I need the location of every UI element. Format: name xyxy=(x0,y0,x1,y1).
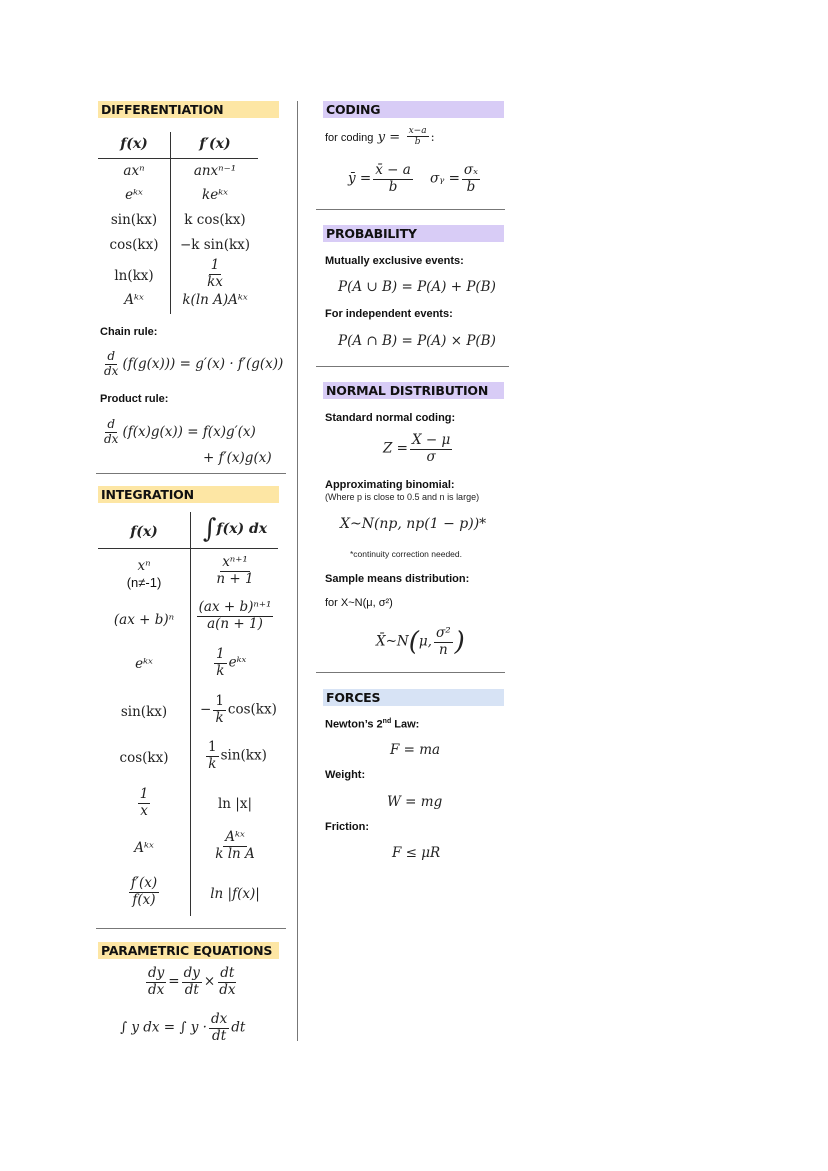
sample-means-formula: X̄~N(μ, $\frac{\text{σ²}}{n}$ ) xyxy=(376,625,465,658)
integration-table xyxy=(98,512,280,916)
integ-one-over-x: $\frac{1}{x}$ xyxy=(139,786,149,819)
diff-row-5-f: ln(kx) xyxy=(114,268,154,284)
product-rule-formula: $\frac{d}{dx}$ (f(x)g(x)) = f(x)g′(x) xyxy=(104,417,256,446)
normal-header: NORMAL DISTRIBUTION xyxy=(323,382,504,399)
sample-means-label: Sample means distribution: xyxy=(325,573,470,585)
diff-row-5-fp: $\frac{1}{kx}$ xyxy=(207,257,223,290)
standard-normal-label: Standard normal coding: xyxy=(325,412,456,424)
continuity-note: *continuity correction needed. xyxy=(350,549,462,559)
coding-header: CODING xyxy=(323,101,504,118)
parametric-header: PARAMETRIC EQUATIONS xyxy=(98,942,279,959)
newton-law-label: Newton’s 2nd Law: xyxy=(325,718,420,731)
newton-formula: F = ma xyxy=(390,742,441,758)
integ-col-fx: f(x) xyxy=(130,524,158,540)
diff-row-1-f: axⁿ xyxy=(123,163,145,179)
chain-rule-formula: $\frac{d}{dx}$ (f(g(x))) = g′(x) · f′(g(x)) xyxy=(104,349,284,378)
integration-header: INTEGRATION xyxy=(98,486,279,503)
mutually-exclusive-label: Mutually exclusive events: xyxy=(325,255,464,267)
sample-means-condition: for X~N(μ, σ²) xyxy=(325,597,393,609)
z-formula: Z = $\frac{X - \mu}{\sigma}$ xyxy=(383,432,451,465)
independent-label: For independent events: xyxy=(325,308,453,320)
integ-xn: xⁿ xyxy=(137,558,151,574)
integ-cos: cos(kx) xyxy=(119,750,169,766)
integ-axb-result: $\frac{\text{(ax + b)ⁿ⁺¹}}{a(n + 1)}$ xyxy=(198,599,272,632)
diff-col-fx: f(x) xyxy=(120,136,148,152)
binomial-approx-formula: X~N(np, np(1 − p))* xyxy=(340,516,487,532)
integ-col-integral: ∫f(x) dx xyxy=(202,514,268,544)
differentiation-table xyxy=(98,132,260,314)
diff-row-6-f: Aᵏˣ xyxy=(124,292,144,308)
diff-row-1-fp: anxⁿ⁻¹ xyxy=(193,163,237,179)
integ-fp-over-f: $\frac{f'(x)}{f(x)}$ xyxy=(130,875,158,908)
intersection-formula: P(A ∩ B) = P(A) × P(B) xyxy=(338,333,496,349)
integ-ekx: eᵏˣ xyxy=(135,656,153,672)
union-formula: P(A ∪ B) = P(A) + P(B) xyxy=(338,279,496,295)
coding-intro: for coding y = $\frac{x-a}{b}$ : xyxy=(325,126,435,148)
probability-header: PROBABILITY xyxy=(323,225,504,242)
weight-label: Weight: xyxy=(325,769,366,781)
friction-label: Friction: xyxy=(325,821,369,833)
parametric-integral-formula: ∫ y dx = ∫ y · $\frac{dx}{dt}$ dt xyxy=(120,1011,246,1044)
differentiation-header: DIFFERENTIATION xyxy=(98,101,279,118)
parametric-chain-formula: $\frac{dy}{dx}$ = $\frac{dy}{dt}$ × $\frac{dt}{dx}$ xyxy=(148,965,236,998)
integ-akx-result: $\frac{\text{Aᵏˣ}}{\text{k ln A}}$ xyxy=(215,829,255,862)
integ-ekx-result: $\frac{1}{k}$ eᵏˣ xyxy=(216,646,247,679)
integ-akx: Aᵏˣ xyxy=(134,840,154,856)
integ-xn-result: $\frac{\text{xⁿ⁺¹}}{n + 1}$ xyxy=(216,554,254,587)
integ-xn-note: (n≠-1) xyxy=(126,575,162,590)
approx-binomial-label: Approximating binomial: xyxy=(325,479,455,491)
diff-row-2-fp: keᵏˣ xyxy=(202,187,228,203)
diff-row-4-fp: −k sin(kx) xyxy=(179,237,251,253)
coding-sd-formula: σᵧ = $\frac{\text{σₓ}}{b}$ xyxy=(430,162,478,195)
integ-lnx: ln |x| xyxy=(217,796,252,812)
diff-row-4-f: cos(kx) xyxy=(109,237,159,253)
product-rule-formula-cont: + f′(x)g(x) xyxy=(203,450,272,466)
coding-mean-formula: ȳ = $\frac{x̄ - a}{b}$ xyxy=(348,162,411,195)
diff-row-6-fp: k(ln A)Aᵏˣ xyxy=(182,292,248,308)
integ-axb: (ax + b)ⁿ xyxy=(113,612,175,628)
product-rule-label: Product rule: xyxy=(100,393,169,405)
diff-row-2-f: eᵏˣ xyxy=(125,187,143,203)
integ-lnf: ln |f(x)| xyxy=(210,886,260,902)
approx-binomial-note: (Where p is close to 0.5 and n is large) xyxy=(325,492,480,502)
weight-formula: W = mg xyxy=(387,794,443,810)
chain-rule-label: Chain rule: xyxy=(100,326,158,338)
integ-cos-result: $\frac{1}{k}$ sin(kx) xyxy=(208,739,267,772)
friction-formula: F ≤ μR xyxy=(392,845,441,861)
forces-header: FORCES xyxy=(323,689,504,706)
diff-row-3-f: sin(kx) xyxy=(110,212,158,228)
integ-sin-result: − $\frac{1}{k}$ cos(kx) xyxy=(200,693,277,726)
diff-col-fpx: f′(x) xyxy=(199,136,231,152)
integ-sin: sin(kx) xyxy=(120,704,168,720)
diff-row-3-fp: k cos(kx) xyxy=(184,212,246,228)
column-divider xyxy=(297,101,298,1041)
